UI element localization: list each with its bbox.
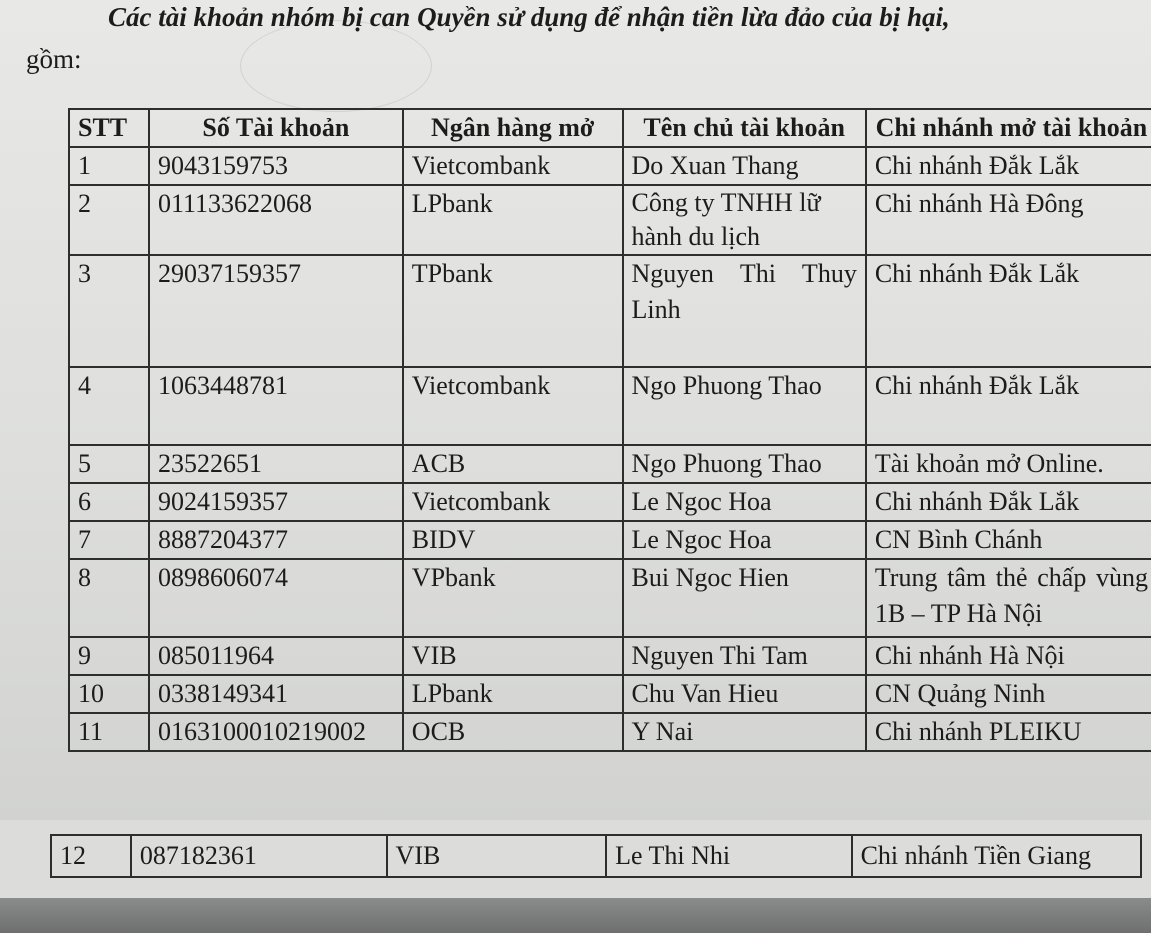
document-heading-continuation: gồm: [26, 44, 82, 74]
cell-stt: 4 [69, 367, 149, 445]
cell-branch: Chi nhánh Đắk Lắk [866, 367, 1151, 445]
document-heading: Các tài khoản nhóm bị can Quyền sử dụng để nhận tiền lừa đảo của bị hại, [108, 2, 950, 32]
cell-bank: OCB [403, 713, 623, 751]
header-account-number: Số Tài khoản [149, 109, 403, 147]
cell-account-holder: Bui Ngoc Hien [623, 559, 866, 637]
table-row [51, 835, 1141, 877]
table-row [69, 483, 1151, 521]
cell-account-number: 0163100010219002 [149, 713, 403, 751]
cell-account-holder: Công ty TNHH lữ hành du lịch [623, 185, 866, 255]
cell-account-holder: Le Ngoc Hoa [623, 521, 866, 559]
header-stt: STT [69, 109, 149, 147]
cell-account-number: 0898606074 [149, 559, 403, 637]
cell-branch: Chi nhánh PLEIKU [866, 713, 1151, 751]
cell-account-holder: Ngo Phuong Thao [623, 367, 866, 445]
table-row [69, 713, 1151, 751]
cell-bank: LPbank [403, 185, 623, 255]
cell-stt: 6 [69, 483, 149, 521]
cell-bank: Vietcombank [403, 367, 623, 445]
cell-branch: Chi nhánh Tiền Giang [852, 835, 1141, 877]
cell-bank: TPbank [403, 255, 623, 367]
cell-branch: Chi nhánh Hà Đông [866, 185, 1151, 255]
cell-bank: Vietcombank [403, 483, 623, 521]
cell-stt: 10 [69, 675, 149, 713]
cell-account-number: 29037159357 [149, 255, 403, 367]
cell-branch: Trung tâm thẻ chấp vùng 1B – TP Hà Nội [866, 559, 1151, 637]
cell-bank: BIDV [403, 521, 623, 559]
cell-stt: 11 [69, 713, 149, 751]
table-row [69, 367, 1151, 445]
cell-account-holder: Chu Van Hieu [623, 675, 866, 713]
cell-branch: CN Bình Chánh [866, 521, 1151, 559]
cell-account-number: 0338149341 [149, 675, 403, 713]
table-row [69, 521, 1151, 559]
cell-account-holder: Nguyen Thi Tam [623, 637, 866, 675]
cell-branch: Chi nhánh Đắk Lắk [866, 147, 1151, 185]
cell-stt: 12 [51, 835, 131, 877]
cell-bank: ACB [403, 445, 623, 483]
cell-bank: VIB [387, 835, 607, 877]
cell-branch: Chi nhánh Hà Nội [866, 637, 1151, 675]
cell-bank: Vietcombank [403, 147, 623, 185]
faint-stamp-mark [240, 20, 432, 112]
cell-account-holder: Le Ngoc Hoa [623, 483, 866, 521]
cell-account-number: 1063448781 [149, 367, 403, 445]
cell-account-number: 23522651 [149, 445, 403, 483]
cell-account-number: 9024159357 [149, 483, 403, 521]
table-row [69, 445, 1151, 483]
cell-account-holder: Le Thi Nhi [606, 835, 851, 877]
cell-branch: Chi nhánh Đắk Lắk [866, 483, 1151, 521]
background-surface [0, 898, 1151, 933]
table-row [69, 255, 1151, 367]
cell-branch: Chi nhánh Đắk Lắk [866, 255, 1151, 367]
cell-stt: 9 [69, 637, 149, 675]
table-row [69, 559, 1151, 637]
header-bank: Ngân hàng mở [403, 109, 623, 147]
cell-stt: 8 [69, 559, 149, 637]
cell-stt: 2 [69, 185, 149, 255]
table-header-row [69, 109, 1151, 147]
cell-stt: 7 [69, 521, 149, 559]
cell-account-number: 8887204377 [149, 521, 403, 559]
cell-branch: Tài khoản mở Online. [866, 445, 1151, 483]
cell-stt: 3 [69, 255, 149, 367]
cell-account-holder: Do Xuan Thang [623, 147, 866, 185]
header-branch: Chi nhánh mở tài khoản [866, 109, 1151, 147]
header-account-holder: Tên chủ tài khoản [623, 109, 866, 147]
cell-account-number: 9043159753 [149, 147, 403, 185]
accounts-table-continuation [50, 834, 1142, 878]
cell-stt: 5 [69, 445, 149, 483]
table-row [69, 675, 1151, 713]
cell-bank: VPbank [403, 559, 623, 637]
table-row [69, 185, 1151, 255]
cell-account-number: 085011964 [149, 637, 403, 675]
accounts-table [68, 108, 1151, 752]
table-row [69, 147, 1151, 185]
cell-account-number: 087182361 [131, 835, 387, 877]
cell-bank: LPbank [403, 675, 623, 713]
cell-branch: CN Quảng Ninh [866, 675, 1151, 713]
table-row [69, 637, 1151, 675]
cell-account-number: 011133622068 [149, 185, 403, 255]
cell-stt: 1 [69, 147, 149, 185]
cell-account-holder: Ngo Phuong Thao [623, 445, 866, 483]
cell-account-holder: Y Nai [623, 713, 866, 751]
cell-bank: VIB [403, 637, 623, 675]
cell-account-holder: Nguyen Thi Thuy Linh [623, 255, 866, 367]
